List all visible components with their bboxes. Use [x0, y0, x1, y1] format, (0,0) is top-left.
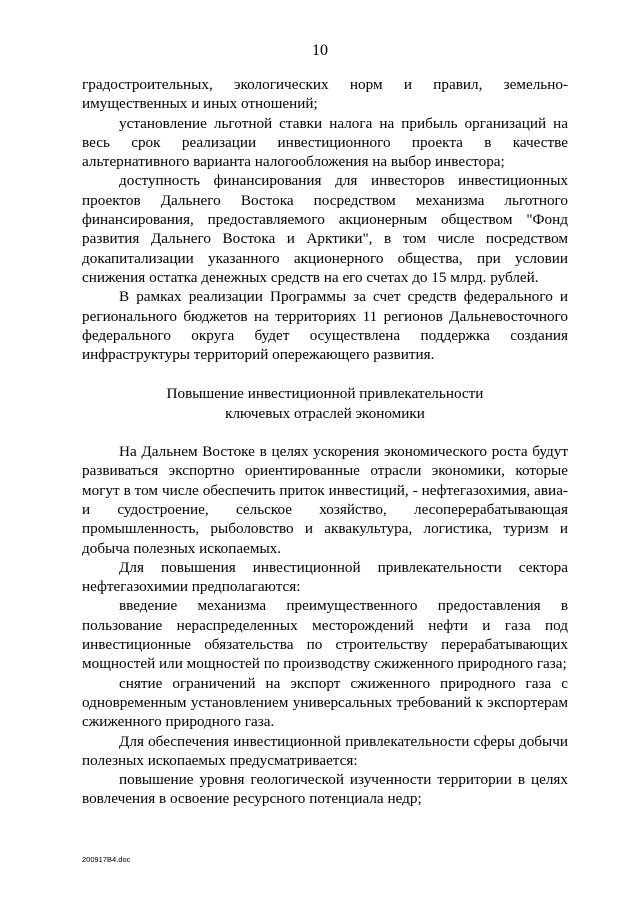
paragraph: введение механизма преимущественного предоставления в пользование нераспределенных месторождений нефти и газа под инвестиционные обязательства по строительству перерабатывающих мощностей или мощностей по производству сжиженного природного газа;: [82, 597, 568, 673]
paragraph: В рамках реализации Программы за счет средств федерального и регионального бюджетов на территориях 11 регионов Дальневосточного федерального округа будет осуществлена поддержка создания инфраструктуры территорий опережающего развития.: [82, 288, 568, 364]
paragraph: Для повышения инвестиционной привлекательности сектора нефтегазохимии предполагаются:: [82, 558, 568, 596]
paragraph: повышение уровня геологической изученности территории в целях вовлечения в освоение ресурсного потенциала недр;: [82, 771, 568, 808]
section-heading-line-1: Повышение инвестиционной привлекательности: [166, 385, 484, 403]
paragraph: доступность финансирования для инвесторов инвестиционных проектов Дальнего Востока посредством механизма льготного финансирования, предоставляемого акционерным обществом "Фонд развития Дальнего Востока и Арктики", в том числе посредством докапитализации указанного акционерного общества, при условии снижения остатка денежных средств на его счетах до 15 млрд. рублей.: [82, 172, 568, 286]
paragraph: градостроительных, экологических норм и правил, земельно-имущественных и иных отношений;: [82, 76, 568, 113]
paragraph: снятие ограничений на экспорт сжиженного природного газа с одновременным установлением универсальных требований к экспортерам сжиженного природного газа.: [82, 674, 568, 731]
paragraph: Для обеспечения инвестиционной привлекательности сферы добычи полезных ископаемых предусматривается:: [82, 732, 568, 769]
document-body: [82, 75, 568, 809]
page-number: 10: [312, 42, 328, 59]
footer-filename: 200917В4.doc: [82, 855, 131, 864]
paragraph: установление льготной ставки налога на прибыль организаций на весь срок реализации инвестиционного проекта в качестве альтернативного варианта налогообложения на выбор инвестора;: [82, 114, 568, 171]
section-heading-line-2: ключевых отраслей экономики: [225, 404, 425, 422]
paragraph: На Дальнем Востоке в целях ускорения экономического роста будут развиваться экспортно ориентированные отрасли экономики, которые могут в том числе обеспечить приток инвестиций, - нефтегазохимия, авиа- и судостроение, сельское хозяйство, лесоперерабатывающая промышленность, рыболовство и аквакультура, логистика, туризм и добыча полезных ископаемых.: [82, 443, 568, 557]
